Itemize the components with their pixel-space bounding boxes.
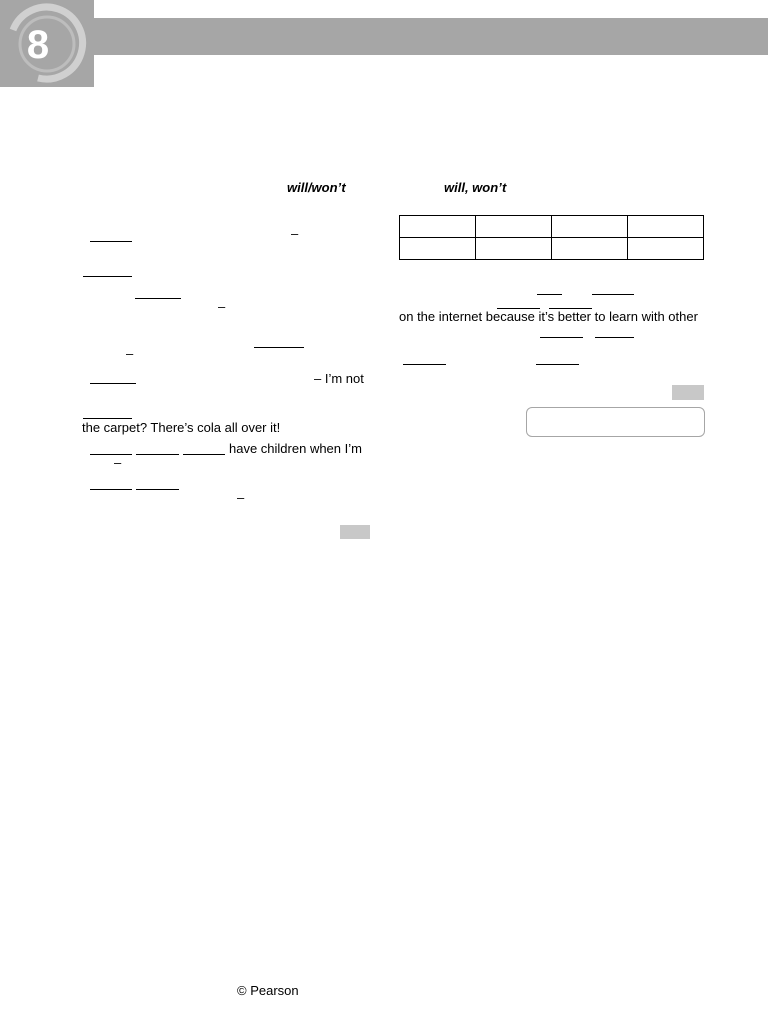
total-answer-box[interactable] [526, 407, 705, 437]
sentence-children: have children when I’m [229, 441, 362, 456]
unit-badge [0, 0, 94, 87]
dash-mark: – [114, 455, 122, 470]
answer-blank[interactable] [403, 364, 446, 365]
score-box [340, 525, 370, 539]
answer-blank[interactable] [592, 294, 634, 295]
dash-mark: – [237, 490, 245, 505]
answer-blank[interactable] [90, 489, 132, 490]
table-cell[interactable] [400, 238, 476, 260]
unit-number: 8 [26, 23, 50, 67]
score-box [672, 385, 704, 400]
answer-blank[interactable] [135, 298, 181, 299]
table-cell[interactable] [552, 216, 628, 238]
table-row [400, 216, 704, 238]
answer-blank[interactable] [595, 337, 634, 338]
unit-header-bar [94, 18, 768, 55]
answer-blank[interactable] [90, 383, 136, 384]
answer-blank[interactable] [183, 454, 225, 455]
sentence-carpet: the carpet? There’s cola all over it! [82, 420, 281, 435]
dash-mark: – [218, 299, 226, 314]
table-cell[interactable] [476, 238, 552, 260]
table-row [400, 238, 704, 260]
answer-blank[interactable] [90, 241, 132, 242]
answer-blank[interactable] [136, 489, 179, 490]
sentence-internet: on the internet because it’s better to learn with other [399, 309, 698, 324]
right-heading-fragment: will, won’t [444, 180, 507, 195]
table-cell[interactable] [476, 216, 552, 238]
answer-blank[interactable] [540, 337, 583, 338]
answer-blank[interactable] [254, 347, 304, 348]
dash-mark: – [291, 226, 299, 241]
answer-blank[interactable] [90, 454, 132, 455]
table-cell[interactable] [552, 238, 628, 260]
answer-blank[interactable] [83, 418, 132, 419]
left-heading-fragment: will/won’t [287, 180, 346, 195]
word-table [399, 215, 704, 260]
copyright: © Pearson [237, 983, 299, 998]
dash-mark: – [126, 346, 134, 361]
table-cell[interactable] [400, 216, 476, 238]
answer-blank[interactable] [537, 294, 562, 295]
table-cell[interactable] [628, 216, 704, 238]
sentence-fragment-im-not: – I’m not [314, 371, 364, 386]
answer-blank[interactable] [536, 364, 579, 365]
table-cell[interactable] [628, 238, 704, 260]
answer-blank[interactable] [83, 276, 132, 277]
answer-blank[interactable] [136, 454, 179, 455]
